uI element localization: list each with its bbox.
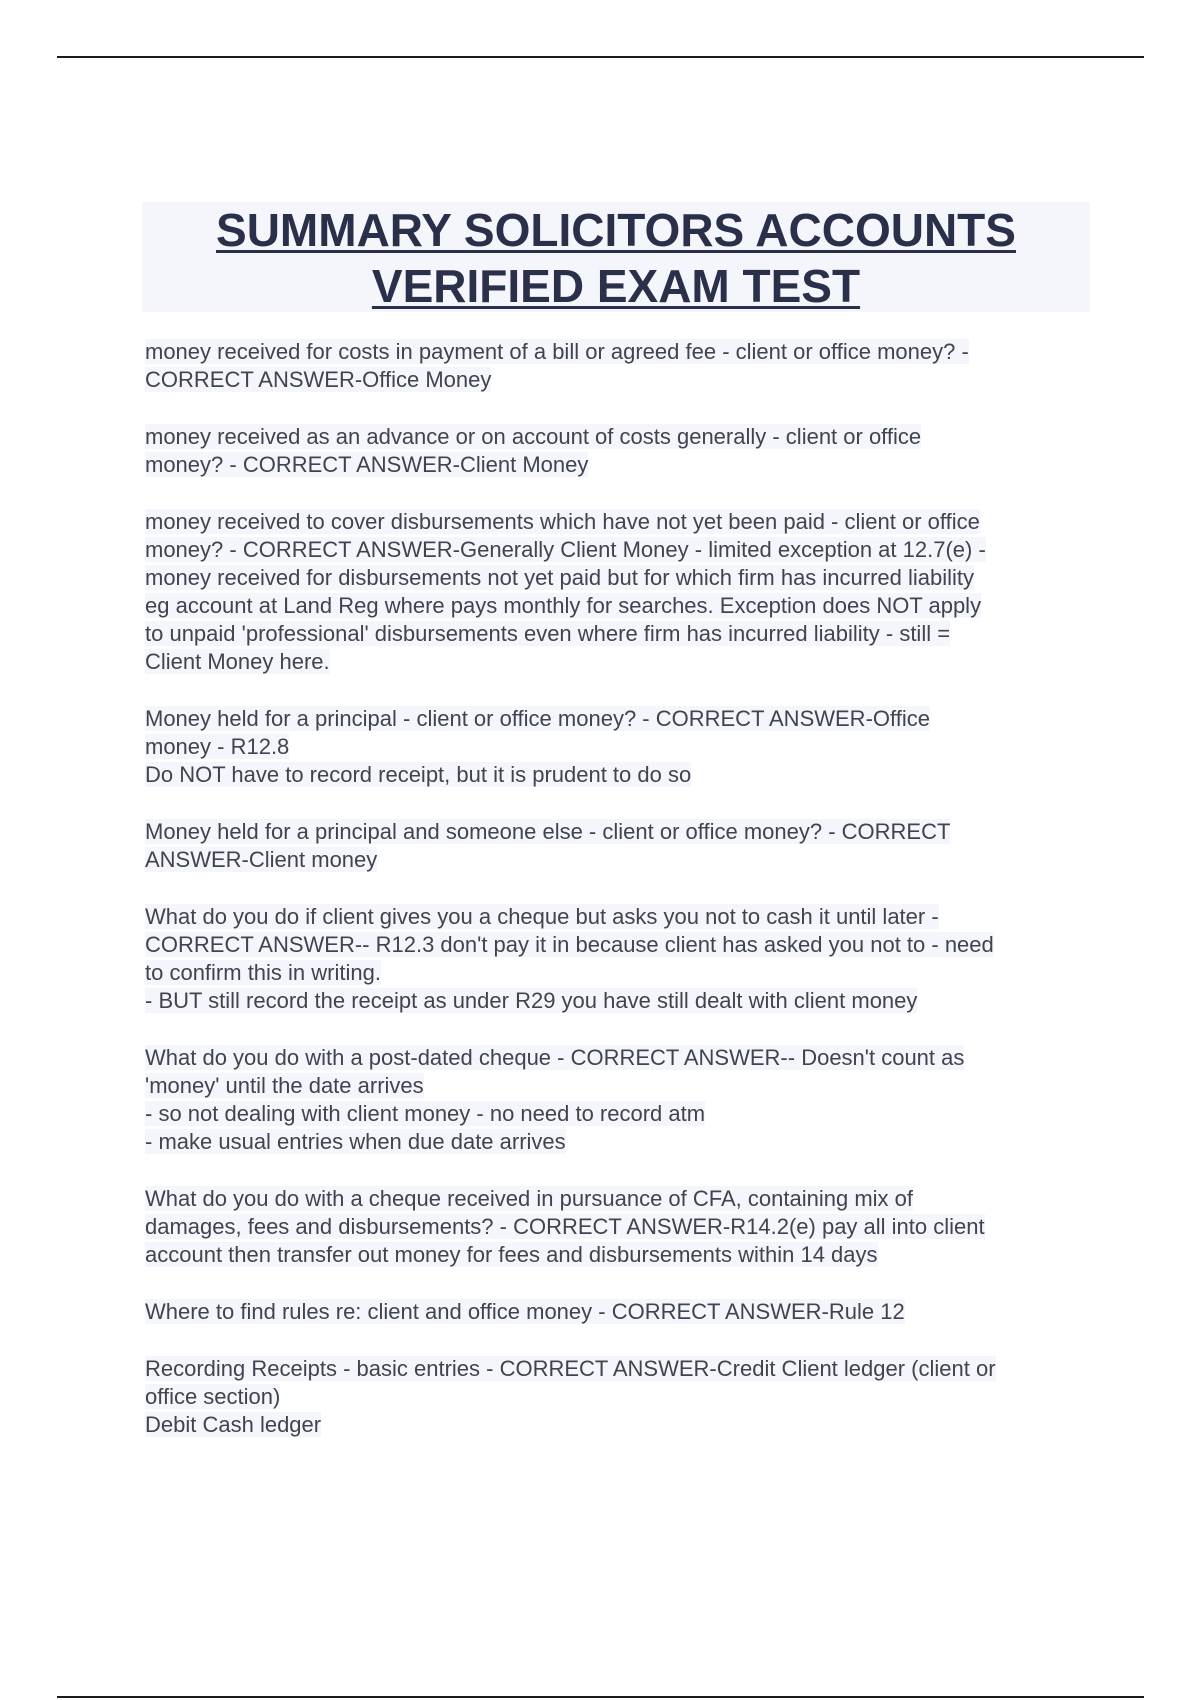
document-title — [142, 202, 1090, 312]
qa-line-text: damages, fees and disbursements? - CORRECT ANSWER-R14.2(e) pay all into client — [145, 1214, 985, 1239]
qa-line — [145, 564, 1090, 592]
qa-line-text: - BUT still record the receipt as under R29 you have still dealt with client money — [145, 988, 918, 1013]
qa-line — [145, 592, 1090, 620]
qa-line — [145, 1072, 1090, 1100]
qa-line — [145, 648, 1090, 676]
qa-line-text: to unpaid 'professional' disbursements even where firm has incurred liability - still = — [145, 621, 951, 646]
qa-line — [145, 366, 1090, 394]
qa-line — [145, 1383, 1090, 1411]
qa-line — [145, 451, 1090, 479]
qa-line — [145, 761, 1090, 789]
qa-line-text: - make usual entries when due date arrives — [145, 1129, 566, 1154]
title-line-2: VERIFIED EXAM TEST — [371, 260, 861, 312]
qa-line — [145, 620, 1090, 648]
qa-line-text: office section) — [145, 1384, 281, 1409]
qa-line-text: money received to cover disbursements which have not yet been paid - client or office — [145, 509, 980, 534]
qa-line — [145, 508, 1090, 536]
qa-line-text: money received for costs in payment of a bill or agreed fee - client or office money? - — [145, 339, 969, 364]
qa-item — [145, 1044, 1090, 1156]
qa-line — [145, 931, 1090, 959]
qa-line — [145, 903, 1090, 931]
qa-line-text: Debit Cash ledger — [145, 1412, 322, 1437]
qa-item — [145, 1298, 1090, 1326]
qa-line-text: eg account at Land Reg where pays monthly for searches. Exception does NOT apply — [145, 593, 982, 618]
qa-line-text: 'money' until the date arrives — [145, 1073, 424, 1098]
qa-line-text: Recording Receipts - basic entries - CORRECT ANSWER-Credit Client ledger (client or — [145, 1356, 996, 1381]
qa-line — [145, 846, 1090, 874]
bottom-rule — [57, 1696, 1144, 1698]
qa-line-text: Client Money here. — [145, 649, 330, 674]
top-rule — [57, 56, 1144, 58]
qa-line — [145, 338, 1090, 366]
qa-line-text: What do you do with a cheque received in pursuance of CFA, containing mix of — [145, 1186, 913, 1211]
qa-line-text: CORRECT ANSWER-- R12.3 don't pay it in because client has asked you not to - need — [145, 932, 994, 957]
qa-line — [145, 705, 1090, 733]
qa-item — [145, 423, 1090, 479]
qa-line-text: Do NOT have to record receipt, but it is prudent to do so — [145, 762, 692, 787]
qa-line — [145, 1213, 1090, 1241]
qa-line — [145, 1128, 1090, 1156]
qa-line — [145, 959, 1090, 987]
qa-item — [145, 1185, 1090, 1269]
qa-line-text: ANSWER-Client money — [145, 847, 378, 872]
qa-line-text: money? - CORRECT ANSWER-Generally Client Money - limited exception at 12.7(e) - — [145, 537, 986, 562]
qa-line — [145, 733, 1090, 761]
qa-line — [145, 1241, 1090, 1269]
qa-line-text: Money held for a principal - client or office money? - CORRECT ANSWER-Office — [145, 706, 930, 731]
qa-line — [145, 987, 1090, 1015]
qa-line-text: money received for disbursements not yet paid but for which firm has incurred liability — [145, 565, 975, 590]
qa-item — [145, 508, 1090, 676]
qa-line — [145, 423, 1090, 451]
qa-line — [145, 1185, 1090, 1213]
qa-line — [145, 1298, 1090, 1326]
qa-line — [145, 1100, 1090, 1128]
qa-line — [145, 1355, 1090, 1383]
qa-line — [145, 1044, 1090, 1072]
qa-item — [145, 338, 1090, 394]
qa-line-text: What do you do with a post-dated cheque - CORRECT ANSWER-- Doesn't count as — [145, 1045, 965, 1070]
qa-line — [145, 1411, 1090, 1439]
qa-item — [145, 705, 1090, 789]
qa-line-text: to confirm this in writing. — [145, 960, 381, 985]
qa-line-text: money received as an advance or on account of costs generally - client or office — [145, 424, 922, 449]
qa-item — [145, 903, 1090, 1015]
qa-line-text: money - R12.8 — [145, 734, 290, 759]
qa-line-text: - so not dealing with client money - no need to record atm — [145, 1101, 706, 1126]
qa-line-text: What do you do if client gives you a cheque but asks you not to cash it until later - — [145, 904, 939, 929]
qa-item — [145, 1355, 1090, 1439]
qa-item — [145, 818, 1090, 874]
qa-list — [145, 338, 1090, 1468]
qa-line-text: CORRECT ANSWER-Office Money — [145, 367, 492, 392]
qa-line-text: money? - CORRECT ANSWER-Client Money — [145, 452, 589, 477]
qa-line-text: Money held for a principal and someone else - client or office money? - CORRECT — [145, 819, 951, 844]
qa-line-text: Where to find rules re: client and office money - CORRECT ANSWER-Rule 12 — [145, 1299, 905, 1324]
qa-line-text: account then transfer out money for fees and disbursements within 14 days — [145, 1242, 878, 1267]
title-line-1: SUMMARY SOLICITORS ACCOUNTS — [216, 204, 1016, 256]
qa-line — [145, 536, 1090, 564]
qa-line — [145, 818, 1090, 846]
